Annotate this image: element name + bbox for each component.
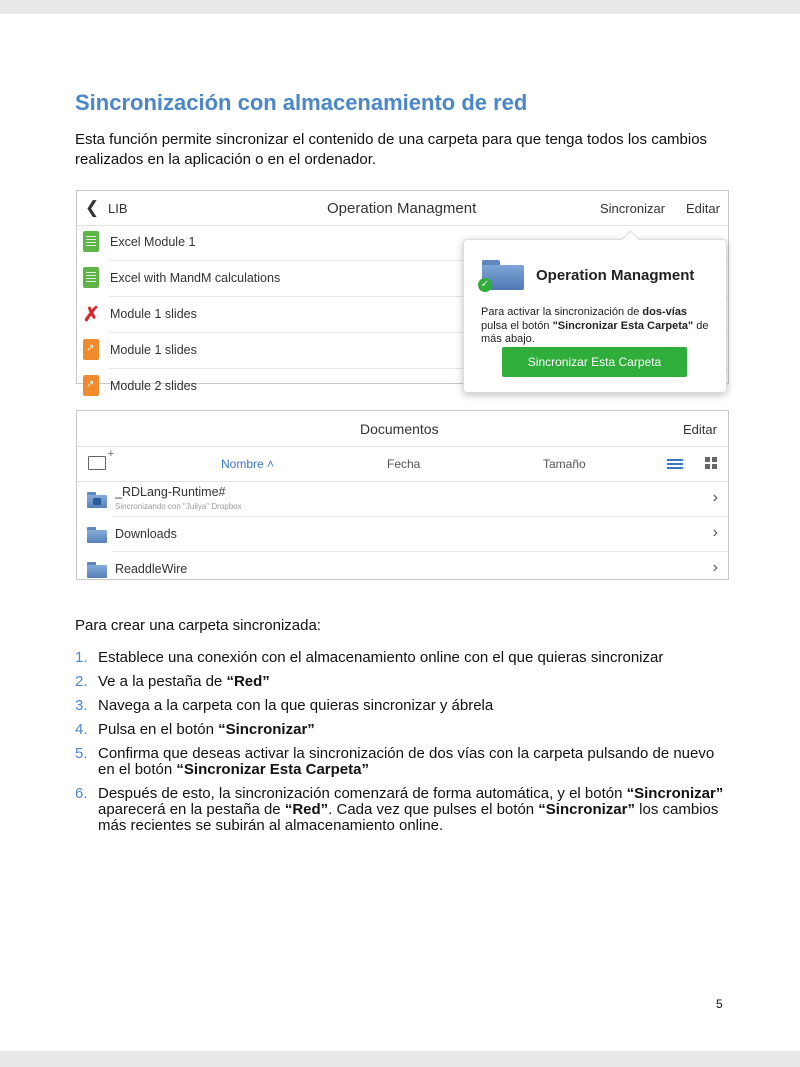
sort-by-name[interactable]: Nombre ˄ bbox=[221, 457, 275, 471]
page-title: Sincronización con almacenamiento de red bbox=[75, 90, 528, 115]
folder-row[interactable] bbox=[77, 482, 728, 517]
sync-status: Sincronizando con "Juliya" Dropbox bbox=[115, 502, 242, 511]
folder-row[interactable] bbox=[77, 517, 728, 552]
list-item: 3. Navega a la carpeta con la que quieras sincronizar y ábrela bbox=[75, 697, 494, 714]
steps-intro: Para crear una carpeta sincronizada: bbox=[75, 617, 321, 634]
list-item: 2. Ve a la pestaña de “Red” bbox=[75, 673, 270, 690]
sort-by-date[interactable]: Fecha bbox=[387, 457, 421, 471]
excel-icon bbox=[83, 267, 99, 288]
sort-header bbox=[77, 447, 728, 482]
page-number: 5 bbox=[716, 997, 723, 1011]
back-chevron-icon[interactable]: ❮ bbox=[85, 198, 100, 217]
folder-name: ReaddleWire bbox=[115, 562, 188, 576]
new-folder-icon[interactable] bbox=[88, 456, 106, 470]
edit-button[interactable]: Editar bbox=[683, 422, 717, 437]
edit-button[interactable]: Editar bbox=[686, 201, 720, 216]
page bbox=[0, 14, 800, 1051]
file-name: Module 2 slides bbox=[110, 379, 197, 393]
navbar bbox=[77, 191, 728, 226]
powerpoint-icon bbox=[83, 339, 99, 360]
sync-this-folder-button[interactable]: Sincronizar Esta Carpeta bbox=[502, 347, 687, 377]
navbar bbox=[77, 411, 728, 447]
screenshot-documents bbox=[76, 410, 729, 580]
folder-name: _RDLang-Runtime# bbox=[115, 485, 226, 499]
sort-by-size[interactable]: Tamaño bbox=[543, 457, 586, 471]
powerpoint-icon bbox=[83, 375, 99, 396]
file-name: Excel Module 1 bbox=[110, 235, 196, 249]
chevron-right-icon: › bbox=[712, 489, 718, 506]
list-item: 6. Después de esto, la sincronización comenzará de forma automática, y el botón “Sincronizar” aparecerá en la pestaña de “Red”. Cada vez que pulses el botón “Sincronizar” los cambios más recientes se subirán al almacenamiento online. bbox=[75, 785, 724, 834]
chevron-right-icon: › bbox=[712, 559, 718, 576]
file-name: Module 1 slides bbox=[110, 343, 197, 357]
sync-button[interactable]: Sincronizar bbox=[600, 201, 666, 216]
file-name: Excel with MandM calculations bbox=[110, 271, 281, 285]
folder-title: Operation Managment bbox=[327, 200, 477, 217]
folder-icon bbox=[87, 562, 107, 578]
list-item: 1. Establece una conexión con el almacenamiento online con el que quieras sincronizar bbox=[75, 649, 664, 666]
list-item: 5. Confirma que deseas activar la sincronización de dos vías con la carpeta pulsando de nuevo en el botón “Sincronizar Esta Carpeta” bbox=[75, 745, 715, 778]
list-item: 4. Pulsa en el botón “Sincronizar” bbox=[75, 721, 315, 738]
excel-icon bbox=[83, 231, 99, 252]
pdf-icon bbox=[83, 303, 99, 324]
folder-row[interactable] bbox=[77, 552, 728, 587]
intro-paragraph: Esta función permite sincronizar el contenido de una carpeta para que tenga todos los cambios realizados en la aplicación o en el ordenador. bbox=[75, 131, 708, 168]
screenshot-sync-popover bbox=[76, 190, 729, 393]
chevron-up-icon: ˄ bbox=[267, 457, 275, 471]
steps-list bbox=[75, 650, 735, 842]
folder-name: Downloads bbox=[115, 527, 177, 541]
grid-view-icon[interactable] bbox=[705, 457, 717, 469]
list-view-icon[interactable] bbox=[667, 459, 683, 469]
synced-folder-icon bbox=[87, 492, 107, 508]
documents-title: Documentos bbox=[360, 421, 439, 437]
sync-popover bbox=[463, 239, 727, 393]
popover-title: Operation Managment bbox=[536, 267, 695, 284]
checkmark-icon: ✓ bbox=[478, 278, 492, 292]
popover-message: Para activar la sincronización de dos-vías pulsa el botón "Sincronizar Esta Carpeta" de más abajo. bbox=[481, 306, 709, 345]
chevron-right-icon: › bbox=[712, 524, 718, 541]
folder-icon bbox=[87, 527, 107, 543]
back-button[interactable]: LIB bbox=[108, 201, 128, 216]
file-name: Module 1 slides bbox=[110, 307, 197, 321]
